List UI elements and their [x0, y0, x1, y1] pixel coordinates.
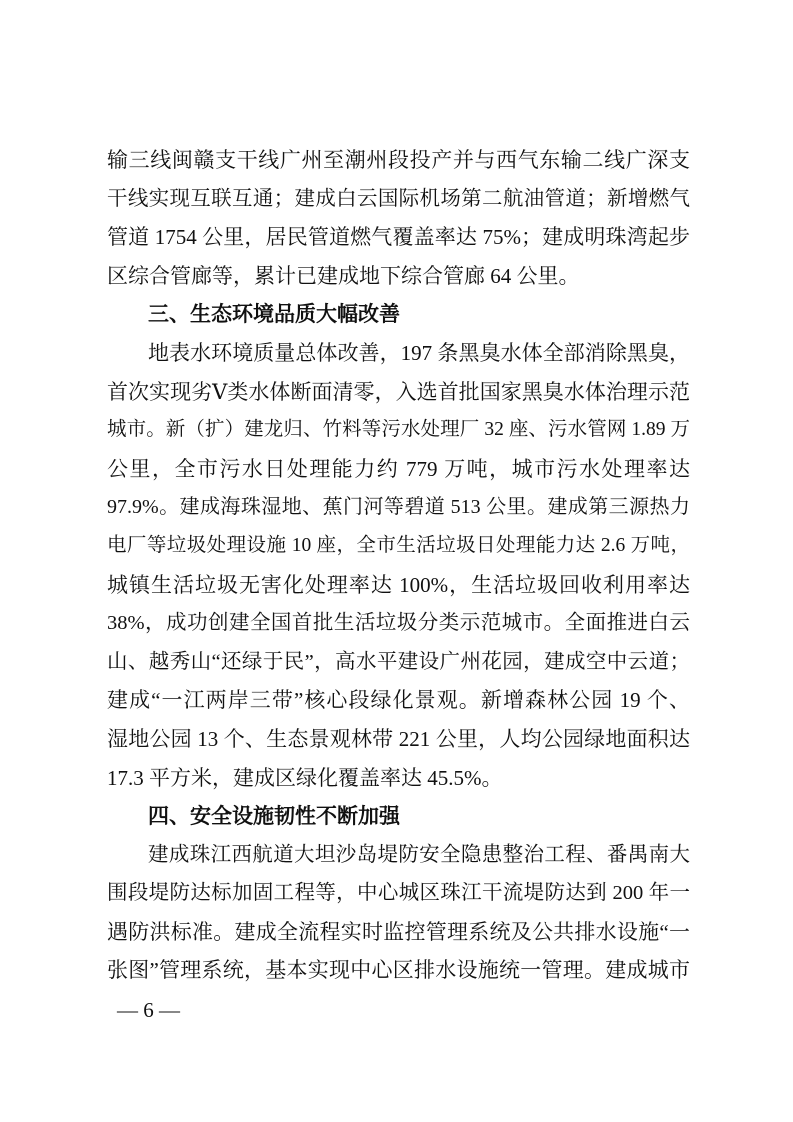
body-line: 建成珠江西航道大坦沙岛堤防安全隐患整治工程、番禺南大: [148, 843, 690, 866]
body-line: 干线实现互联互通；建成白云国际机场第二航油管道；新增燃气: [107, 187, 690, 210]
body-line: 城镇生活垃圾无害化处理率达 100%，生活垃圾回收利用率达: [107, 572, 690, 597]
body-text: [107, 141, 690, 990]
body-line: 首次实现劣Ⅴ类水体断面清零，入选首批国家黑臭水体治理示范: [107, 379, 690, 404]
body-line: 公里，全市污水日处理能力约 779 万吨，城市污水处理率达: [107, 456, 690, 481]
body-line: 输三线闽赣支干线广州至潮州段投产并与西气东输二线广深支: [107, 148, 690, 172]
body-line: 山、越秀山“还绿于民”，高水平建设广州花园，建成空中云道；: [107, 650, 690, 673]
body-line: 张图”管理系统，基本实现中心区排水设施统一管理。建成城市: [107, 958, 690, 983]
body-line: 围段堤防达标加固工程等，中心城区珠江干流堤防达到 200 年一: [107, 882, 690, 905]
section-heading: 三、生态环境品质大幅改善: [148, 302, 400, 327]
body-line: 管道 1754 公里，居民管道燃气覆盖率达 75%；建成明珠湾起步: [107, 225, 690, 250]
body-line: 湿地公园 13 个、生态景观林带 221 公里，人均公园绿地面积达: [107, 726, 690, 751]
body-line: 17.3 平方米，建成区绿化覆盖率达 45.5%。: [107, 765, 503, 790]
body-line: 建成“一江两岸三带”核心段绿化景观。新增森林公园 19 个、: [107, 688, 690, 713]
body-line: 区综合管廊等，累计已建成地下综合管廊 64 公里。: [107, 263, 580, 288]
body-line: 地表水环境质量总体改善，197 条黑臭水体全部消除黑臭，: [148, 340, 690, 365]
body-line: 38%，成功创建全国首批生活垃圾分类示范城市。全面推进白云: [107, 612, 690, 635]
body-line: 电厂等垃圾处理设施 10 座，全市生活垃圾日处理能力达 2.6 万吨，: [107, 534, 690, 556]
body-line: 城市。新（扩）建龙归、竹料等污水处理厂 32 座、污水管网 1.89 万: [107, 419, 690, 441]
section-heading: 四、安全设施韧性不断加强: [148, 804, 400, 829]
page-number: — 6 —: [117, 998, 180, 1022]
body-line: 遇防洪标准。建成全流程实时监控管理系统及公共排水设施“一: [107, 919, 690, 944]
body-line: 97.9%。建成海珠湿地、蕉门河等碧道 513 公里。建成第三源热力: [107, 496, 690, 519]
